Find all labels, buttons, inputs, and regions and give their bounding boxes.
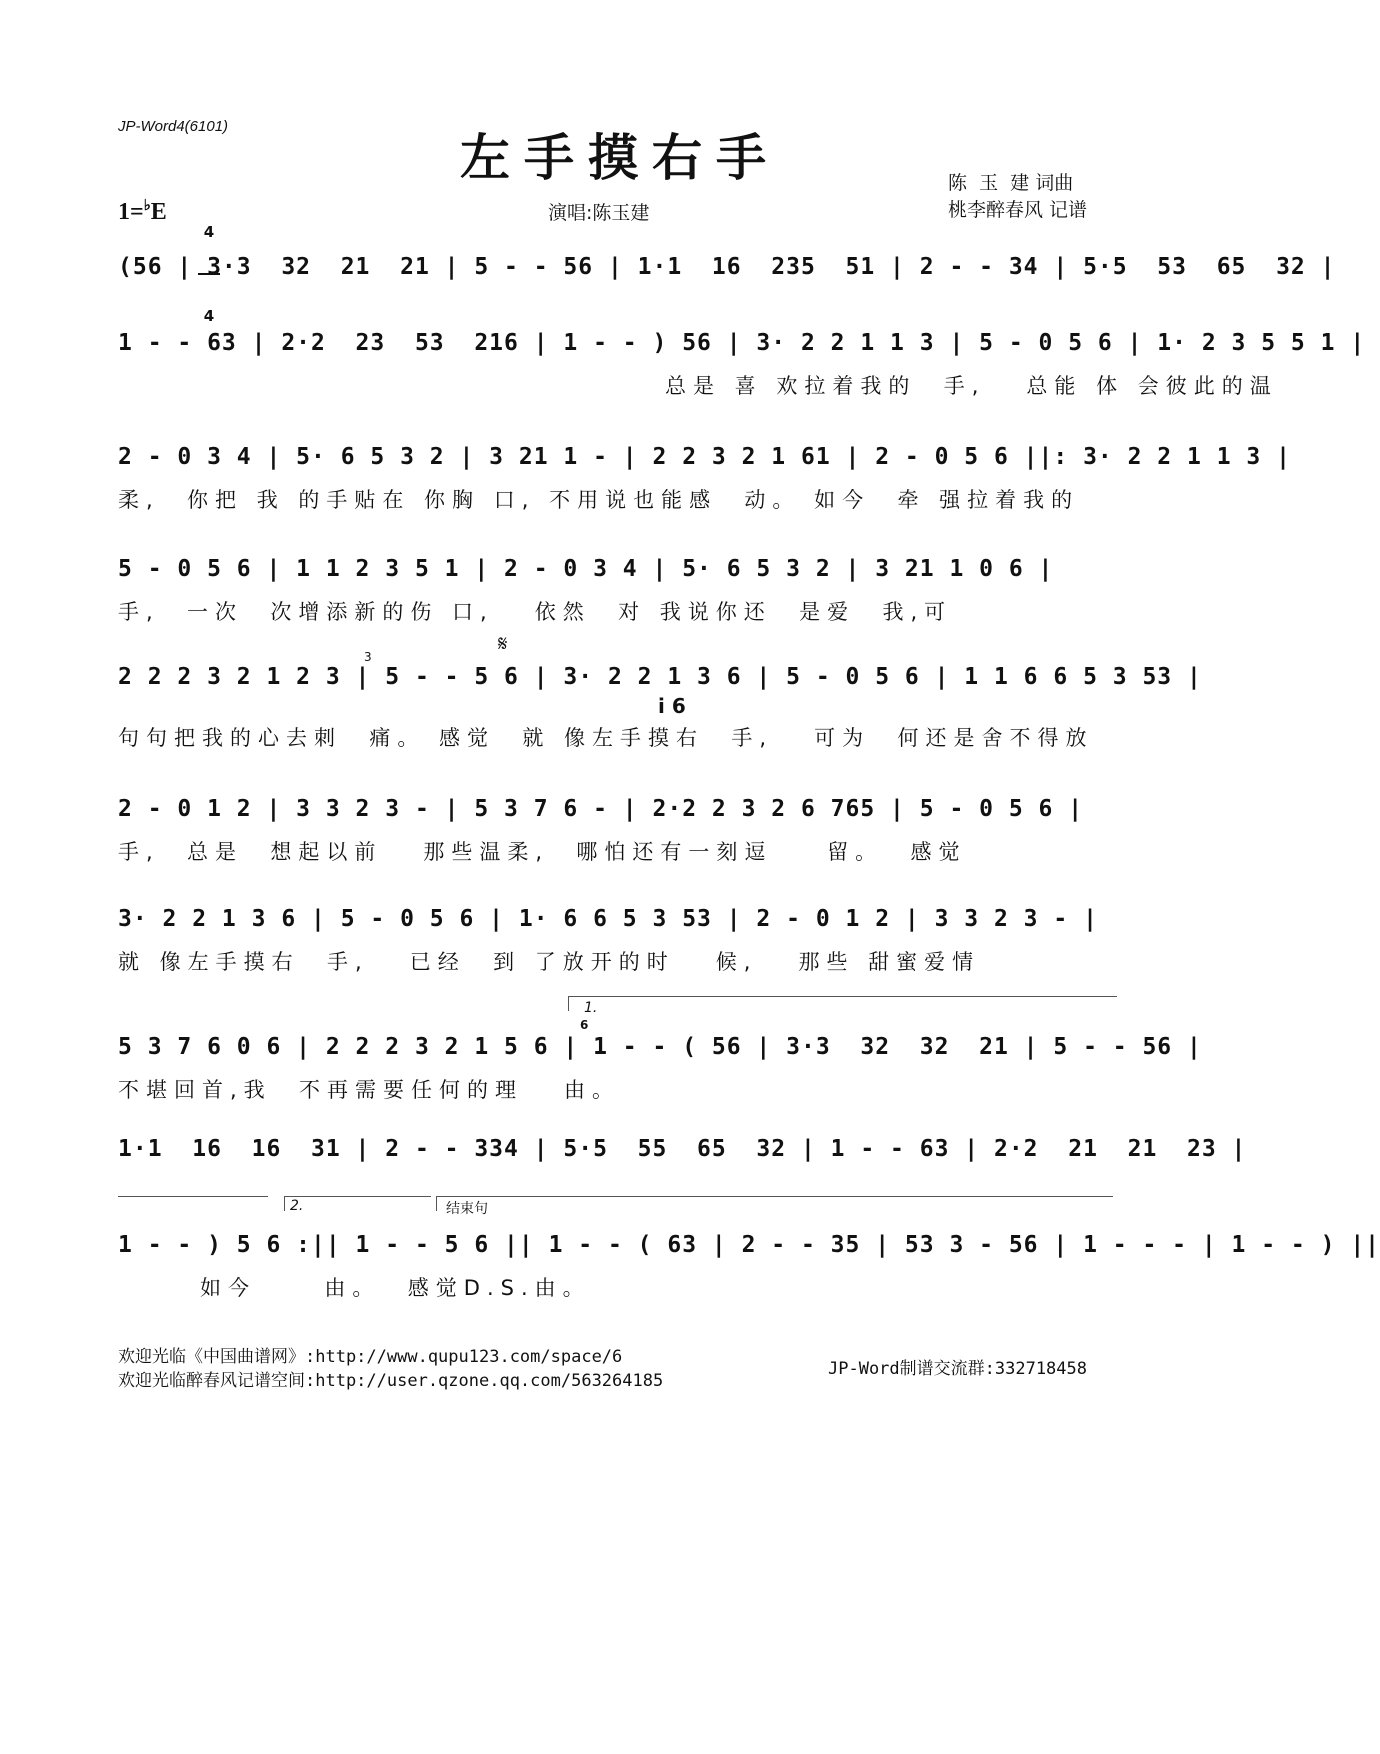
harmony-notes: i 6 (658, 694, 686, 718)
lyrics: 手, 总是 想起以前 那些温柔, 哪怕还有一刻逗 留。 感觉 (118, 840, 967, 864)
notes: (56 | 3·3 32 21 21 | 5 - - 56 | 1·1 16 235 51 | 2 - - 34 | 5·5 53 65 32 | (118, 254, 1336, 280)
meter-bottom: 4 (203, 307, 215, 325)
notes: 3· 2 2 1 3 6 | 5 - 0 5 6 | 1· 6 6 5 3 53 | 2 - 0 1 2 | 3 3 2 3 - | (118, 906, 1098, 932)
key-prefix: 1= (118, 199, 144, 225)
footer-link-qupu[interactable]: 欢迎光临《中国曲谱网》:http://www.qupu123.com/space/6 (118, 1347, 623, 1367)
volta-1-label: 1. (584, 1000, 598, 1016)
key-flat: ♭ (143, 198, 151, 214)
notes: 2 2 2 3 2 1 2 3 | 5 - - 5 6 | 3· 2 2 1 3 6 | 5 - 0 5 6 | 1 1 6 6 5 3 53 | (118, 664, 1202, 690)
lyrics: 句句把我的心去刺 痛。 感觉 就 像左手摸右 手, 可为 何还是舍不得放 (118, 726, 1094, 750)
key-letter: E (150, 199, 167, 225)
lyrics: 就 像左手摸右 手, 已经 到 了放开的时 候, 那些 甜蜜爱情 (118, 950, 981, 974)
volta-2-label: 2. (290, 1198, 304, 1214)
repeat-bracket (118, 1196, 268, 1211)
song-title: 左手摸右手 (460, 128, 780, 187)
notes: 1 - - ) 5 6 :|| 1 - - 5 6 || 1 - - ( 63 | 2 - - 35 | 53 3 - 56 | 1 - - - | 1 - - ) || (118, 1232, 1380, 1258)
ending-label: 结束句 (446, 1201, 488, 1217)
grace-note: 6 (580, 1018, 589, 1032)
grace-note: 3 (364, 650, 372, 664)
meter-top: 4 (203, 223, 215, 241)
lyrics: 不堪回首,我 不再需要任何的理 由。 (118, 1078, 621, 1102)
lyrics: 柔, 你把 我 的手贴在 你胸 口, 不用说也能感 动。 如今 牵 强拉着我的 (118, 488, 1080, 512)
notes: 2 - 0 3 4 | 5· 6 5 3 2 | 3 21 1 - | 2 2 3 2 1 61 | 2 - 0 5 6 ||: 3· 2 2 1 1 3 | (118, 444, 1291, 470)
lyrics: 手, 一次 次增添新的伤 口, 依然 对 我说你还 是爱 我,可 (118, 600, 953, 624)
notes: 5 3 7 6 0 6 | 2 2 2 3 2 1 5 6 | 1 - - ( 56 | 3·3 32 32 21 | 5 - - 56 | (118, 1034, 1202, 1060)
lyrics: 如今 由。 感觉D.S.由。 (118, 1276, 591, 1300)
first-ending-bracket (568, 996, 1117, 1011)
composer-credit: 陈 玉 建 词曲 (948, 172, 1074, 194)
transcriber-credit: 桃李醉春风 记谱 (948, 199, 1088, 221)
notes: 1·1 16 16 31 | 2 - - 334 | 5·5 55 65 32 | 1 - - 63 | 2·2 21 21 23 | (118, 1136, 1247, 1162)
singer-credit: 演唱:陈玉建 (548, 202, 650, 224)
notes: 1 - - 63 | 2·2 23 53 216 | 1 - - ) 56 | 3· 2 2 1 1 3 | 5 - 0 5 6 | 1· 2 3 5 5 1 | (118, 330, 1366, 356)
software-label: JP-Word4(6101) (118, 118, 229, 135)
footer-link-qzone[interactable]: 欢迎光临醉春风记谱空间:http://user.qzone.qq.com/563264185 (118, 1371, 664, 1391)
lyrics: 总是 喜 欢拉着我的 手, 总能 体 会彼此的温 (118, 374, 1278, 398)
key-signature (118, 196, 167, 226)
notes: 2 - 0 1 2 | 3 3 2 3 - | 5 3 7 6 - | 2·2 2 3 2 6 765 | 5 - 0 5 6 | (118, 796, 1084, 822)
second-ending-bracket (284, 1196, 431, 1211)
ending-bracket (436, 1196, 1113, 1211)
notes: 5 - 0 5 6 | 1 1 2 3 5 1 | 2 - 0 3 4 | 5· 6 5 3 2 | 3 21 1 0 6 | (118, 556, 1054, 582)
footer-group: JP-Word制谱交流群:332718458 (828, 1359, 1087, 1379)
segno-sign: 𝄋 (498, 632, 508, 657)
